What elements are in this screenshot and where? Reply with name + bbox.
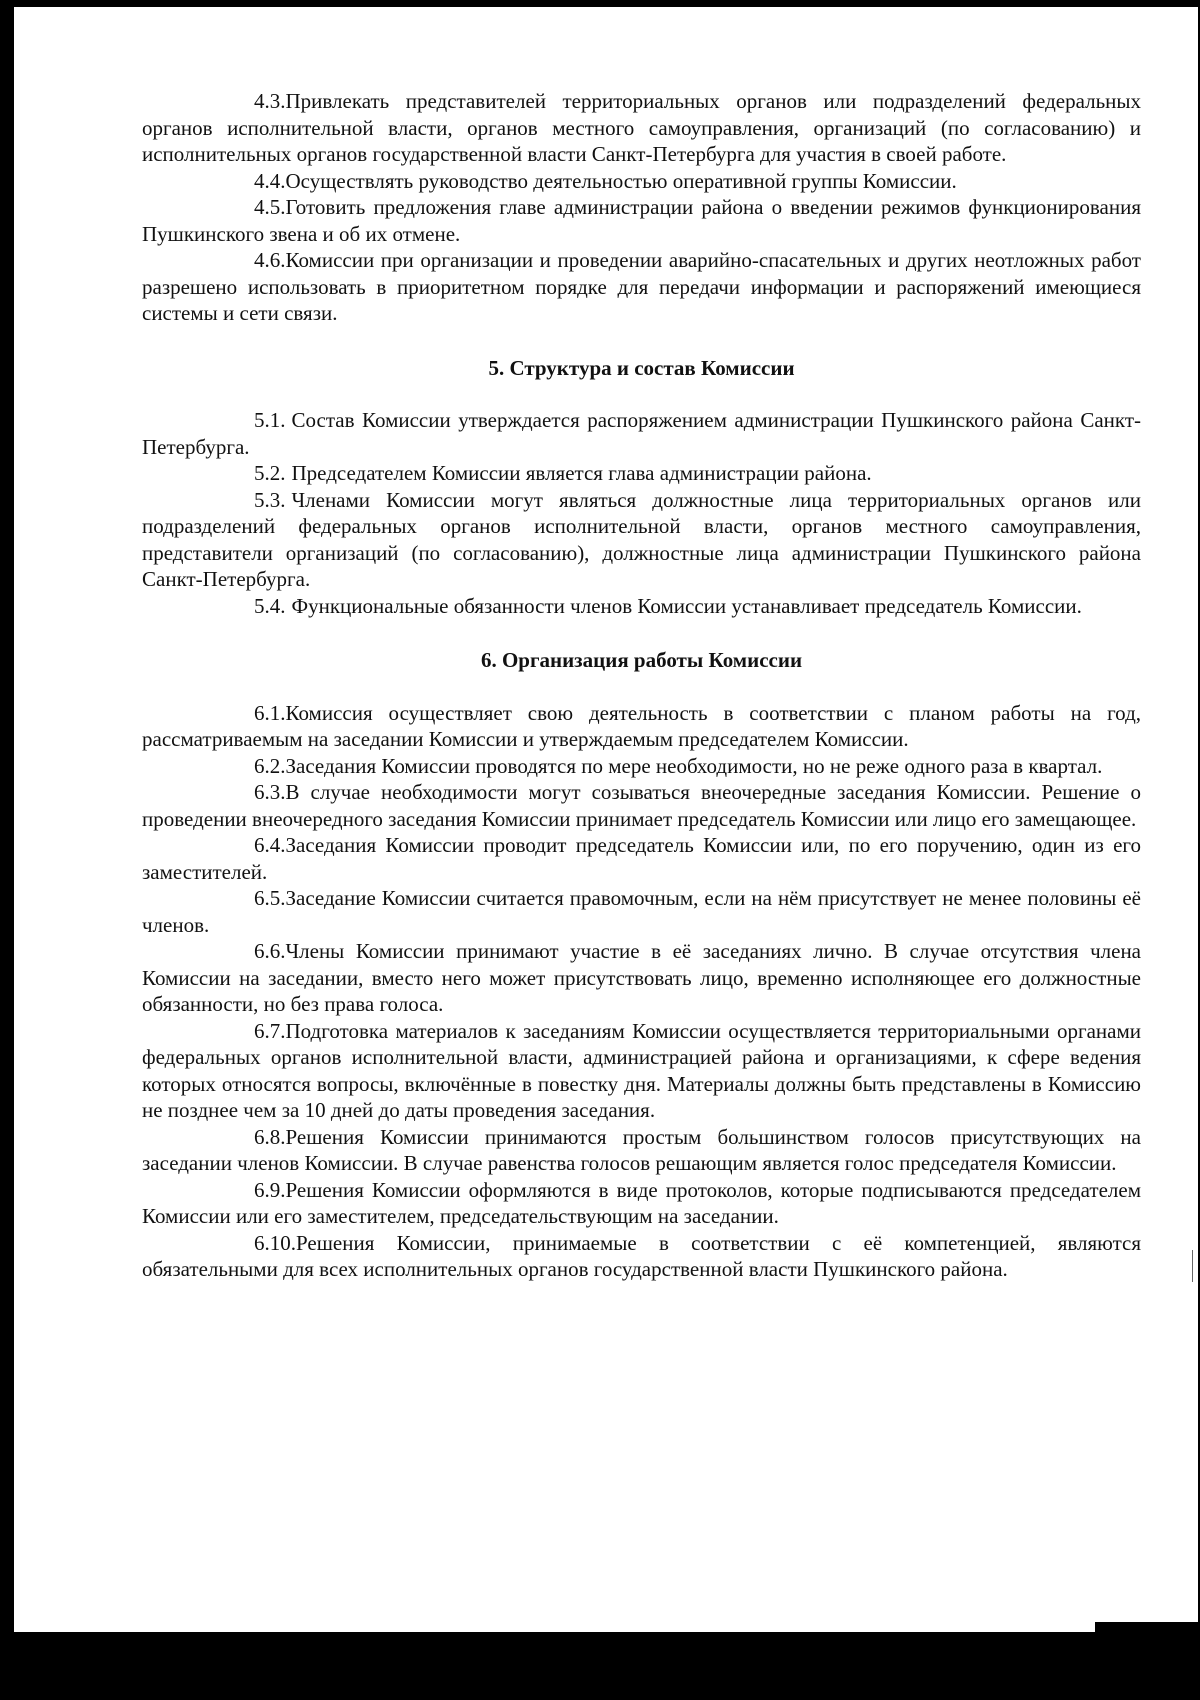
clause-6-7 (142, 1018, 1141, 1124)
document-body (142, 88, 1141, 1283)
clause-5-1 (142, 407, 1141, 460)
clause-5-4 (142, 593, 1141, 620)
clause-number: 4.4. (254, 168, 286, 193)
clause-number: 5.2. (254, 461, 286, 485)
clause-number: 6.2. (254, 753, 286, 778)
scan-artifact-mark (1192, 1250, 1193, 1282)
clause-number: 6.1. (254, 700, 286, 725)
clause-text: Членами Комиссии могут являться должностные лица территориальных органов или подразделений федеральных органов исполнительной власти, органов местного самоуправления, представители организаций (по согласованию), должностные лица администрации Пушкинского района Санкт-Петербурга. (142, 487, 1141, 591)
clause-text: Члены Комиссии принимают участие в её заседаниях лично. В случае отсутствия члена Комиссии на заседании, вместо него может присутствовать лицо, временно исполняющее его должностные обязанности, но без права голоса. (142, 939, 1141, 1016)
clause-6-1 (142, 700, 1141, 753)
clause-6-5 (142, 885, 1141, 938)
clause-6-8 (142, 1124, 1141, 1177)
clause-text: Комиссия осуществляет свою деятельность в соответствии с планом работы на год, рассматриваемым на заседании Комиссии и утверждаемым председателем Комиссии. (142, 700, 1141, 751)
clause-text: Состав Комиссии утверждается распоряжением администрации Пушкинского района Санкт-Петербурга. (142, 408, 1141, 459)
clause-text: В случае необходимости могут созываться внеочередные заседания Комиссии. Решение о проведении внеочередного заседания Комиссии принимает председатель Комиссии или лицо его замещающее. (142, 780, 1141, 831)
clause-number: 6.10. (254, 1230, 296, 1255)
clause-number: 6.9. (254, 1177, 286, 1202)
clause-number: 4.3. (254, 89, 286, 113)
clause-text: Решения Комиссии принимаются простым большинством голосов присутствующих на заседании членов Комиссии. В случае равенства голосов решающим является голос председателя Комиссии. (142, 1124, 1141, 1175)
clause-6-4 (142, 832, 1141, 885)
clause-5-3 (142, 487, 1141, 593)
clause-text: Функциональные обязанности членов Комиссии устанавливает председатель Комиссии. (291, 593, 1082, 618)
clause-6-10 (142, 1230, 1141, 1283)
clause-6-2 (142, 753, 1141, 780)
clause-4-3 (142, 88, 1141, 168)
clause-4-6 (142, 247, 1141, 327)
scan-top-border (0, 0, 1200, 7)
clause-number: 5.1. (254, 408, 286, 432)
clause-5-2 (142, 460, 1141, 487)
clause-number: 5.3. (254, 487, 286, 512)
clause-number: 6.3. (254, 780, 286, 804)
clause-text: Заседания Комиссии проводятся по мере необходимости, но не реже одного раза в квартал. (285, 753, 1103, 778)
clause-number: 6.8. (254, 1124, 286, 1149)
clause-6-6 (142, 938, 1141, 1018)
section-6-heading: 6. Организация работы Комиссии (480, 648, 803, 672)
clause-number: 6.5. (254, 886, 286, 910)
clause-number: 6.6. (254, 939, 286, 963)
scan-bottom-border (0, 1632, 1200, 1700)
clause-number: 6.7. (254, 1018, 286, 1043)
clause-text: Решения Комиссии оформляются в виде протоколов, которые подписываются председателем Комиссии или его заместителем, председательствующим на заседании. (142, 1177, 1141, 1228)
clause-text: Осуществлять руководство деятельностью оперативной группы Комиссии. (285, 168, 957, 193)
clause-number: 4.6. (254, 248, 286, 272)
clause-text: Председателем Комиссии является глава администрации района. (291, 461, 872, 485)
clause-4-4 (142, 168, 1141, 195)
clause-text: Комиссии при организации и проведении аварийно-спасательных и других неотложных работ разрешено использовать в приоритетном порядке для передачи информации и распоряжений имеющиеся системы и сети связи. (142, 248, 1141, 325)
clause-number: 4.5. (254, 195, 286, 219)
clause-text: Заседания Комиссии проводит председатель Комиссии или, по его поручению, один из его заместителей. (142, 833, 1141, 884)
clause-number: 6.4. (254, 833, 286, 857)
clause-text: Привлекать представителей территориальных органов или подразделений федеральных органов исполнительной власти, органов местного самоуправления, организаций (по согласованию) и исполнительных органов государственной власти Санкт-Петербурга для участия в своей работе. (142, 89, 1141, 166)
clause-text: Готовить предложения главе администрации района о введении режимов функционирования Пушкинского звена и об их отмене. (142, 195, 1141, 246)
section-5-heading: 5. Структура и состав Комиссии (488, 355, 795, 380)
clause-6-3 (142, 779, 1141, 832)
clause-6-9 (142, 1177, 1141, 1230)
scan-left-border (0, 0, 14, 1700)
clause-text: Решения Комиссии, принимаемые в соответствии с её компетенцией, являются обязательными для всех исполнительных органов государственной власти Пушкинского района. (142, 1230, 1141, 1281)
clause-text: Подготовка материалов к заседаниям Комиссии осуществляется территориальными органами федеральных органов исполнительной власти, администрацией района и организациями, к сфере ведения которых относятся вопросы, включённые в повестку дня. Материалы должны быть представлены в Комиссию не позднее чем за 10 дней до даты проведения заседания. (142, 1018, 1141, 1122)
clause-4-5 (142, 194, 1141, 247)
clause-text: Заседание Комиссии считается правомочным, если на нём присутствует не менее половины её членов. (142, 886, 1141, 937)
clause-number: 5.4. (254, 593, 286, 618)
